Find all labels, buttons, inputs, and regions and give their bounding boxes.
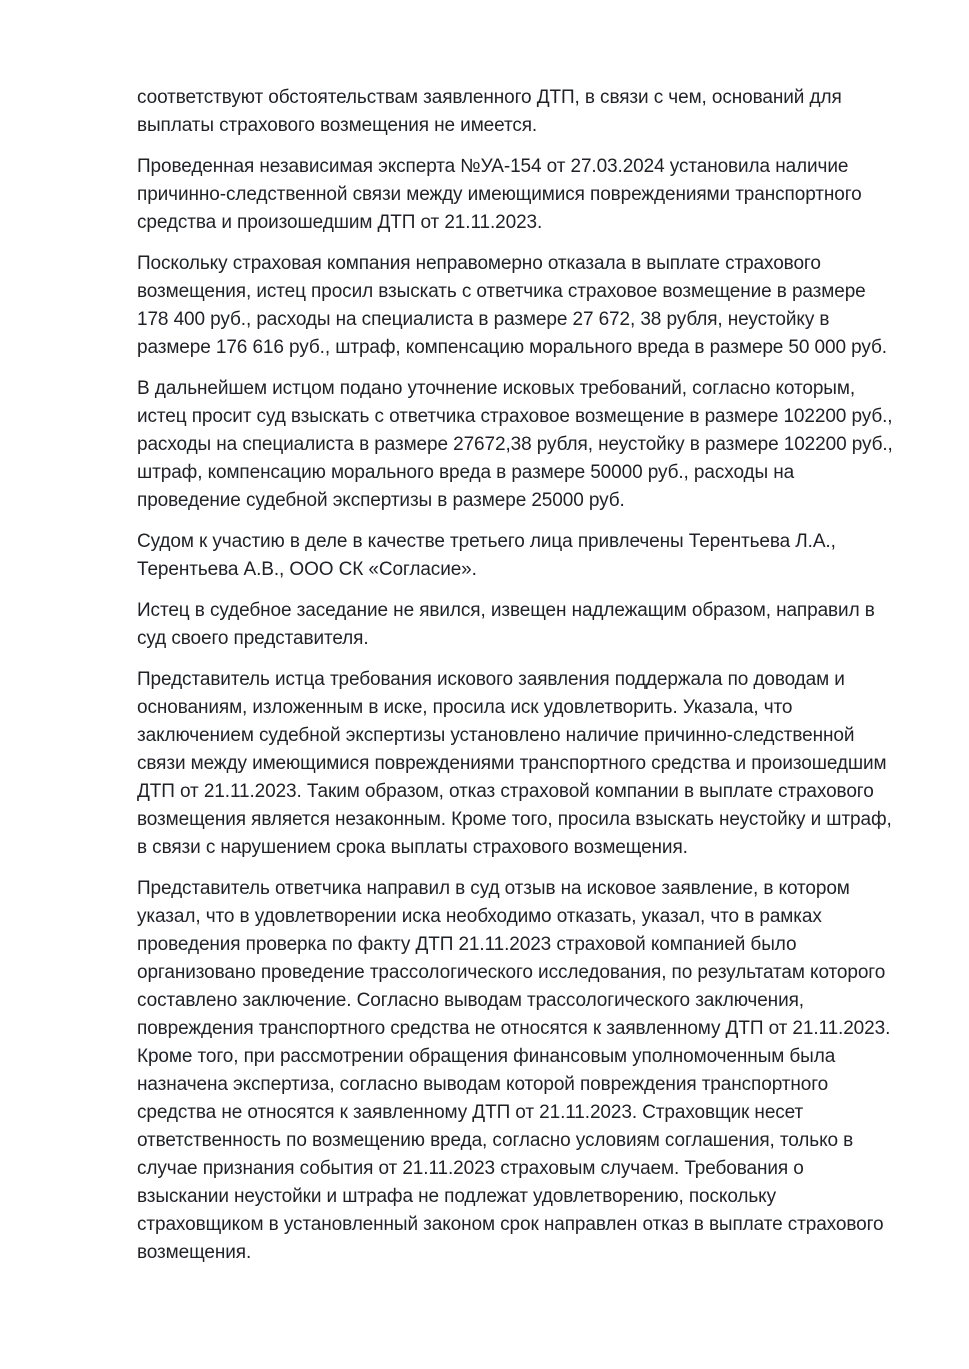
paragraph-no-grounds-for-payment: соответствуют обстоятельствам заявленного ДТП, в связи с чем, оснований для выплаты страхового возмещения не имеется. [137,87,842,136]
paragraph-independent-expertise: Проведенная независимая эксперта №УА-154 от 27.03.2024 установила наличие причинно-следственной связи между имеющимися повреждениями транспортного средства и произошедшим ДТП от 21.11.2023. [137,156,862,233]
paragraph-defendant-response: Представитель ответчика направил в суд отзыв на исковое заявление, в котором указал, что в удовлетворении иска необходимо отказать, указал, что в рамках проведения проверка по факту ДТП 21.11.2023 страховой компанией было организовано проведение трассологического исследования, по результатам которого составлено заключение. Согласно выводам трассологического заключения, повреждения транспортного средства не относятся к заявленному ДТП от 21.11.2023. Кроме того, при рассмотрении обращения финансовым уполномоченным была назначена экспертиза, согласно выводам которой повреждения транспортного средства не относятся к заявленному ДТП от 21.11.2023. Страховщик несет ответственность по возмещению вреда, согласно условиям соглашения, только в случае признания события от 21.11.2023 страховым случаем. Требования о взыскании неустойки и штрафа не подлежат удовлетворению, поскольку страховщиком в установленный законом срок направлен отказ в выплате страхового возмещения. [137,878,891,1263]
paragraph-plaintiff-representative-position: Представитель истца требования искового заявления поддержала по доводам и основаниям, изложенным в иске, просила иск удовлетворить. Указала, что заключением судебной экспертизы установлено наличие причинно-следственной связи между имеющимися повреждениями транспортного средства и произошедшим ДТП от 21.11.2023. Таким образом, отказ страховой компании в выплате страхового возмещения является незаконным. Кроме того, просила взыскать неустойку и штраф, в связи с нарушением срока выплаты страхового возмещения. [137,669,892,858]
paragraph-third-parties: Судом к участию в деле в качестве третьего лица привлечены Терентьева Л.А., Терентьева А.В., ООО СК «Согласие». [137,531,836,580]
paragraph-updated-claims: В дальнейшем истцом подано уточнение исковых требований, согласно которым, истец просит суд взыскать с ответчика страховое возмещение в размере 102200 руб., расходы на специалиста в размере 27672,38 рубля, неустойку в размере 102200 руб., штраф, компенсацию морального вреда в размере 50000 руб., расходы на проведение судебной экспертизы в размере 25000 руб. [137,378,893,511]
paragraph-initial-claims: Поскольку страховая компания неправомерно отказала в выплате страхового возмещения, истец просил взыскать с ответчика страховое возмещение в размере 178 400 руб., расходы на специалиста в размере 27 672, 38 рубля, неустойку в размере 176 616 руб., штраф, компенсацию морального вреда в размере 50 000 руб. [137,253,887,358]
paragraph-plaintiff-absent: Истец в судебное заседание не явился, извещен надлежащим образом, направил в суд своего представителя. [137,600,875,649]
text-column [137,84,894,1267]
